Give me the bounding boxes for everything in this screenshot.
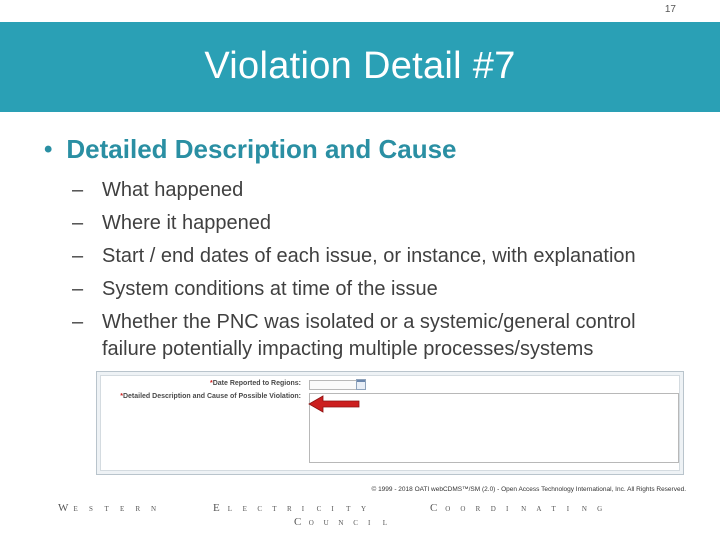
date-reported-label [210, 380, 301, 387]
sub-bullet [72, 240, 682, 273]
dash-icon: – [72, 311, 84, 333]
required-mark: * [209, 380, 213, 387]
description-textarea[interactable] [309, 393, 679, 463]
description-label [120, 393, 301, 400]
sub-bullet-text: System conditions at time of the issue [102, 278, 438, 300]
footer-word-electricity [213, 502, 376, 514]
sub-bullet [72, 306, 682, 363]
title-band [0, 22, 720, 112]
dash-icon: – [72, 212, 84, 234]
footer-word-council [294, 516, 398, 528]
required-mark: * [120, 393, 123, 400]
form-panel [100, 375, 680, 471]
dash-icon: – [72, 179, 84, 201]
footer-word-electricity-text: E L E C T R I C I T Y [213, 502, 367, 514]
page-number: 17 [664, 4, 676, 15]
footer-word-western-text: W E S T E R N [58, 502, 157, 514]
sub-bullet-list [72, 174, 682, 363]
sub-bullet [72, 207, 682, 240]
arrow-left-icon [307, 394, 361, 414]
dash-icon: – [72, 245, 84, 267]
date-reported-label-text: Date Reported to Regions: [212, 380, 301, 387]
date-reported-input[interactable] [309, 380, 359, 390]
copyright-text: © 1999 - 2018 OATI webCDMS™/SM (2.0) - Open Access Technology International, Inc. All Rights Reserved. [371, 486, 686, 493]
main-bullet [44, 134, 457, 165]
form-screenshot [96, 371, 684, 475]
sub-bullet [72, 174, 682, 207]
sub-bullet-text: Start / end dates of each issue, or instance, with explanation [102, 245, 636, 267]
sub-bullet-text: Where it happened [102, 212, 272, 234]
bullet-dot-icon: • [44, 135, 53, 163]
footer-word-coordinating-text: C O O R D I N A T I N G [430, 502, 603, 514]
sub-bullet [72, 273, 682, 306]
main-bullet-text: Detailed Description and Cause [66, 134, 457, 164]
footer-word-western [58, 502, 167, 514]
slide-title: Violation Detail #7 [204, 44, 516, 87]
sub-bullet-text: Whether the PNC was isolated or a systemic/general control failure potentially impacting multiple processes/systems [102, 311, 636, 360]
sub-bullet-text: What happened [102, 179, 244, 201]
footer-word-council-text: C O U N C I L [294, 516, 388, 528]
footer-word-coordinating [430, 502, 612, 514]
calendar-icon[interactable] [356, 379, 366, 390]
description-label-text: Detailed Description and Cause of Possible Violation: [122, 393, 301, 400]
dash-icon: – [72, 278, 84, 300]
